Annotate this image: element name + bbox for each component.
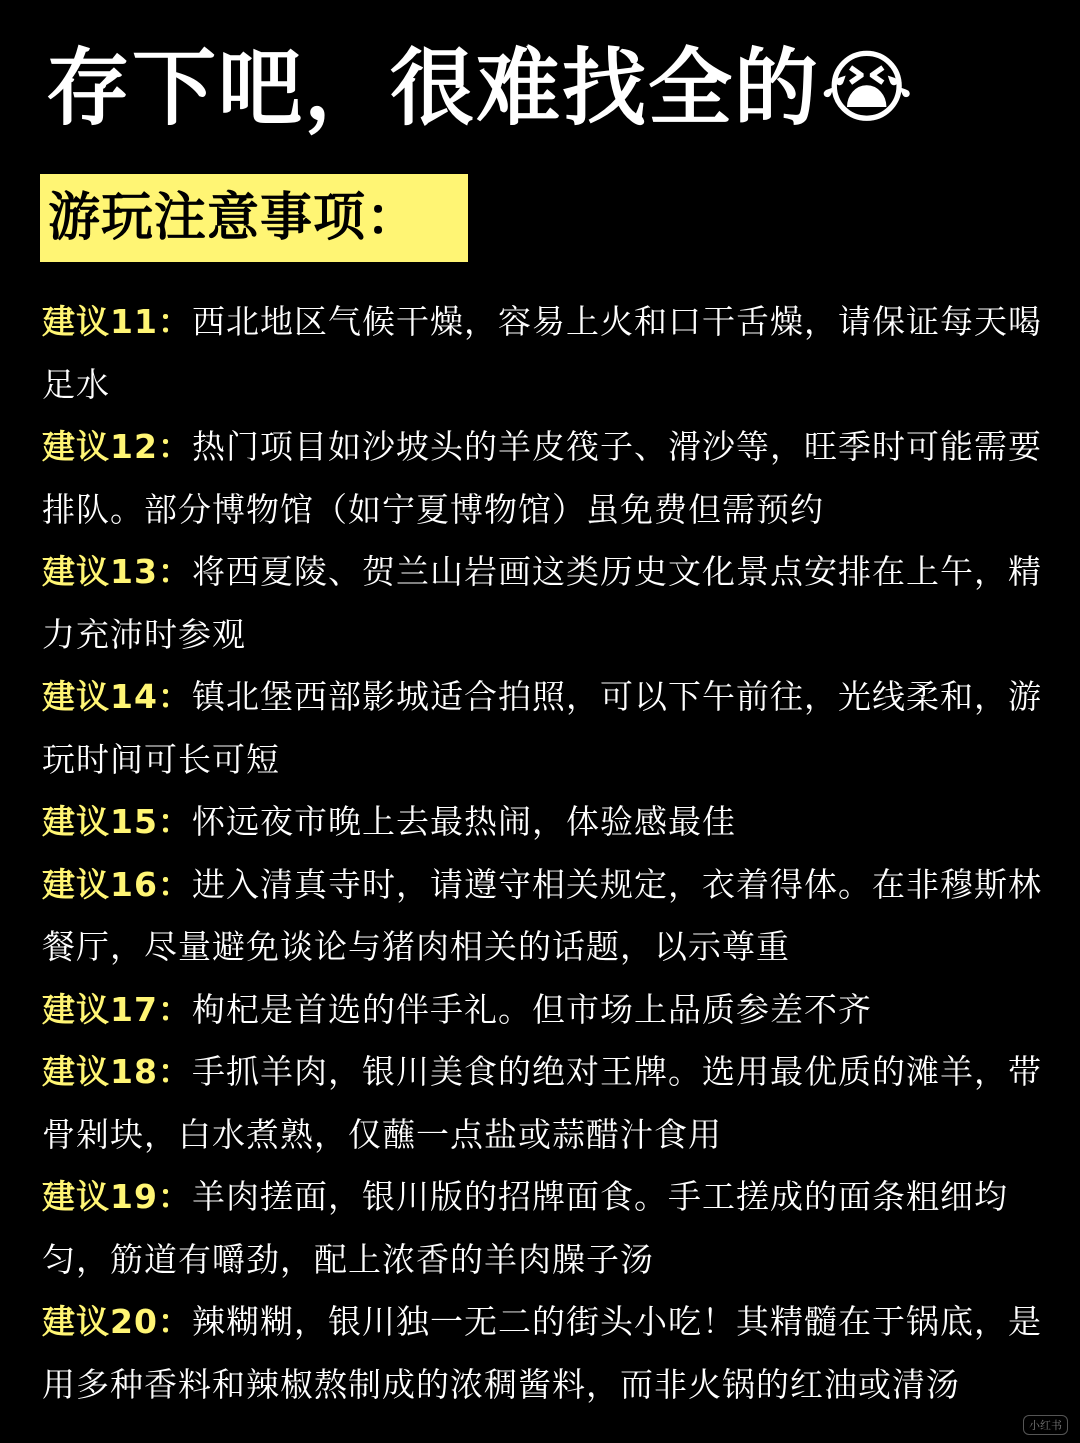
tip-item-17 [42,979,1042,1042]
tip-item-18 [42,1041,1042,1166]
tip-text: 怀远夜市晚上去最热闹，体验感最佳 [191,802,736,841]
tip-label: 建议16： [42,864,192,904]
tip-item-19 [42,1166,1042,1291]
tip-label: 建议11： [42,302,192,341]
tips-list [42,291,1042,1416]
tip-label: 建议12： [42,427,192,466]
tip-item-12 [42,416,1042,541]
tip-label: 建议13： [42,552,192,591]
tip-item-14 [42,666,1042,791]
crying-face-icon: 😭 [820,41,916,134]
page-title-text: 存下吧，很难找全的 [46,39,821,137]
tip-text: 热门项目如沙坡头的羊皮筏子、滑沙等，旺季时可能需要排队。部分博物馆（如宁夏博物馆）虽免费但需预约 [42,427,1042,529]
tip-item-11 [42,291,1042,416]
tip-label: 建议14： [42,677,192,716]
section-heading: 游玩注意事项： [40,174,468,262]
tip-text: 枸杞是首选的伴手礼。但市场上品质参差不齐 [191,989,872,1029]
tip-label: 建议19： [42,1177,192,1216]
tip-text: 手抓羊肉，银川美食的绝对王牌。选用最优质的滩羊，带骨剁块，白水煮熟，仅蘸一点盐或蒜醋汁食用 [42,1052,1042,1154]
tip-label: 建议17： [42,989,192,1029]
tip-text: 镇北堡西部影城适合拍照，可以下午前往，光线柔和，游玩时间可长可短 [42,677,1042,779]
tip-item-15 [42,791,1042,854]
watermark-logo: 小红书 [1023,1415,1068,1435]
tip-label: 建议18： [42,1052,192,1091]
tip-text: 羊肉搓面，银川版的招牌面食。手工搓成的面条粗细均匀，筋道有嚼劲，配上浓香的羊肉臊子汤 [42,1177,1008,1279]
tip-text: 进入清真寺时，请遵守相关规定，衣着得体。在非穆斯林餐厅，尽量避免谈论与猪肉相关的话题，以示尊重 [42,864,1042,966]
tip-item-16 [42,854,1042,979]
tip-text: 将西夏陵、贺兰山岩画这类历史文化景点安排在上午，精力充沛时参观 [42,552,1042,654]
page-title [46,34,916,142]
tip-item-13 [42,541,1042,666]
tip-label: 建议15： [42,802,192,841]
tip-text: 西北地区气候干燥，容易上火和口干舌燥，请保证每天喝足水 [42,302,1042,404]
tip-item-20 [42,1291,1042,1416]
tip-text: 辣糊糊，银川独一无二的街头小吃！其精髓在于锅底，是用多种香料和辣椒熬制成的浓稠酱料，而非火锅的红油或清汤 [42,1302,1042,1404]
tip-label: 建议20： [42,1302,192,1341]
